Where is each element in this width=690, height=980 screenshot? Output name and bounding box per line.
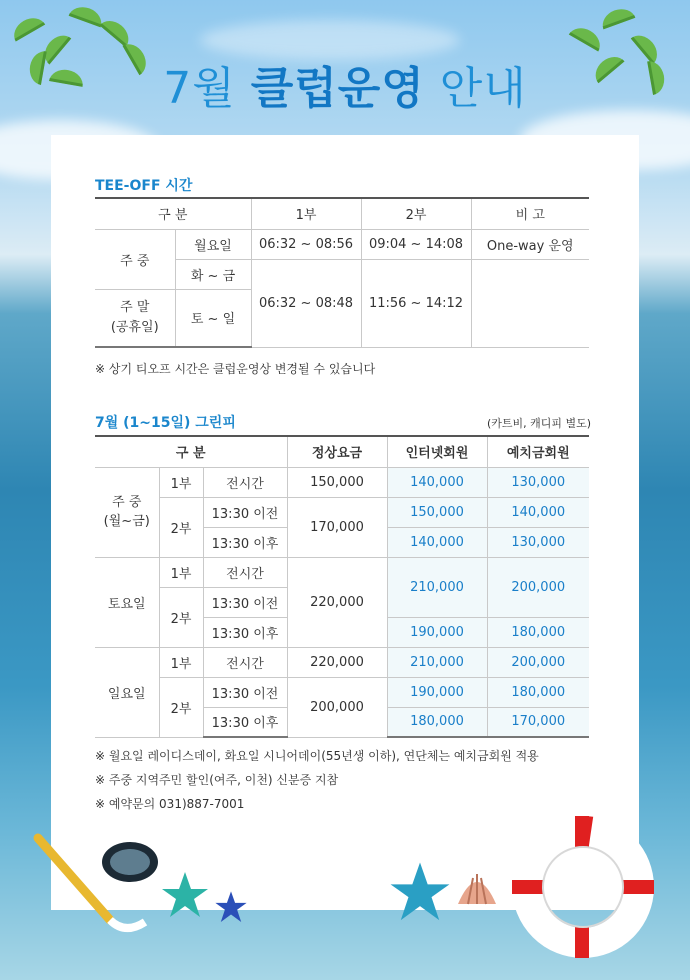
- table-row: [95, 467, 589, 497]
- life-ring-icon: [508, 812, 658, 962]
- part1-time: 06:32 ~ 08:48: [251, 259, 361, 347]
- deposit-price: 180,000: [487, 677, 589, 707]
- deposit-price: 140,000: [487, 497, 589, 527]
- green-fee-footnote: ※ 주중 지역주민 할인(여주, 이천) 신분증 지참: [95, 773, 339, 787]
- time-cell: 13:30 이후: [203, 527, 287, 557]
- time-cell: 전시간: [203, 557, 287, 587]
- internet-price: 140,000: [387, 467, 487, 497]
- starfish-icon: [214, 890, 248, 924]
- green-fee-footnote: ※ 월요일 레이디스데이, 화요일 시니어데이(55년생 이하), 연단체는 예치금회원 적용: [95, 749, 539, 763]
- internet-price: 210,000: [387, 557, 487, 617]
- green-fee-table: [95, 435, 589, 738]
- header-category: 구 분: [95, 198, 251, 229]
- table-row: [95, 557, 589, 587]
- deposit-price: 200,000: [487, 647, 589, 677]
- internet-price: 150,000: [387, 497, 487, 527]
- internet-price: 180,000: [387, 707, 487, 737]
- internet-price: 140,000: [387, 527, 487, 557]
- time-cell: 13:30 이전: [203, 497, 287, 527]
- starfish-icon: [388, 860, 452, 924]
- green-fee-footnote: ※ 예약문의 031)887-7001: [95, 797, 245, 811]
- table-header-row: [95, 436, 589, 467]
- tee-off-section-title: TEE-OFF 시간: [95, 178, 193, 194]
- internet-price: 190,000: [387, 617, 487, 647]
- title-prefix: 7월: [163, 63, 236, 114]
- table-row: [95, 677, 589, 707]
- header-part1: 1부: [251, 198, 361, 229]
- weekend-label-main: 주 말: [120, 300, 150, 316]
- part-cell: 2부: [159, 587, 203, 647]
- deposit-price: 180,000: [487, 617, 589, 647]
- table-row: [95, 497, 589, 527]
- header-note: 비 고: [471, 198, 589, 229]
- page-title: [0, 52, 690, 116]
- weekday-group: [95, 467, 159, 557]
- weekend-label: [95, 289, 175, 347]
- regular-price: 150,000: [287, 467, 387, 497]
- deposit-price: 200,000: [487, 557, 589, 617]
- day-cell: 월요일: [175, 229, 251, 259]
- regular-price: 170,000: [287, 497, 387, 557]
- group-label: 주 중: [112, 494, 142, 510]
- title-suffix: 안내: [439, 63, 527, 114]
- note-cell: One-way 운영: [471, 229, 589, 259]
- day-cell: 토 ~ 일: [175, 289, 251, 347]
- time-cell: 전시간: [203, 647, 287, 677]
- part-cell: 2부: [159, 497, 203, 557]
- regular-price: 220,000: [287, 647, 387, 677]
- time-cell: 13:30 이전: [203, 677, 287, 707]
- green-fee-side-note: (카트비, 캐디피 별도): [487, 417, 592, 430]
- time-cell: 13:30 이후: [203, 707, 287, 737]
- snorkel-mask-icon: [30, 830, 160, 940]
- header-part2: 2부: [361, 198, 471, 229]
- regular-price: 200,000: [287, 677, 387, 737]
- part-cell: 1부: [159, 647, 203, 677]
- regular-price: 220,000: [287, 557, 387, 647]
- weekday-label: 주 중: [95, 229, 175, 289]
- header-deposit: 예치금회원: [487, 436, 589, 467]
- header-internet: 인터넷회원: [387, 436, 487, 467]
- table-row: [95, 647, 589, 677]
- starfish-icon: [160, 870, 210, 920]
- deposit-price: 130,000: [487, 527, 589, 557]
- time-cell: 전시간: [203, 467, 287, 497]
- internet-price: 210,000: [387, 647, 487, 677]
- table-row: [95, 229, 589, 259]
- note-cell: [471, 259, 589, 347]
- header-regular: 정상요금: [287, 436, 387, 467]
- part1-time: 06:32 ~ 08:56: [251, 229, 361, 259]
- internet-price: 190,000: [387, 677, 487, 707]
- green-fee-section-title: 7월 (1~15일) 그린피: [95, 415, 236, 431]
- part2-time: 09:04 ~ 14:08: [361, 229, 471, 259]
- saturday-group: 토요일: [95, 557, 159, 647]
- title-emphasis: 클럽운영: [250, 63, 425, 114]
- part-cell: 2부: [159, 677, 203, 737]
- tee-off-footnote: ※ 상기 티오프 시간은 클럽운영상 변경될 수 있습니다: [95, 362, 376, 376]
- deposit-price: 170,000: [487, 707, 589, 737]
- part-cell: 1부: [159, 467, 203, 497]
- sunday-group: 일요일: [95, 647, 159, 737]
- weekend-label-sub: (공휴일): [110, 319, 159, 335]
- info-panel: [51, 135, 639, 910]
- tee-off-table: [95, 197, 589, 348]
- table-header-row: [95, 198, 589, 229]
- seashell-icon: [454, 866, 500, 908]
- header-category: 구 분: [95, 436, 287, 467]
- time-cell: 13:30 이전: [203, 587, 287, 617]
- day-cell: 화 ~ 금: [175, 259, 251, 289]
- group-sub: (월~금): [103, 514, 150, 529]
- part2-time: 11:56 ~ 14:12: [361, 259, 471, 347]
- part-cell: 1부: [159, 557, 203, 587]
- deposit-price: 130,000: [487, 467, 589, 497]
- time-cell: 13:30 이후: [203, 617, 287, 647]
